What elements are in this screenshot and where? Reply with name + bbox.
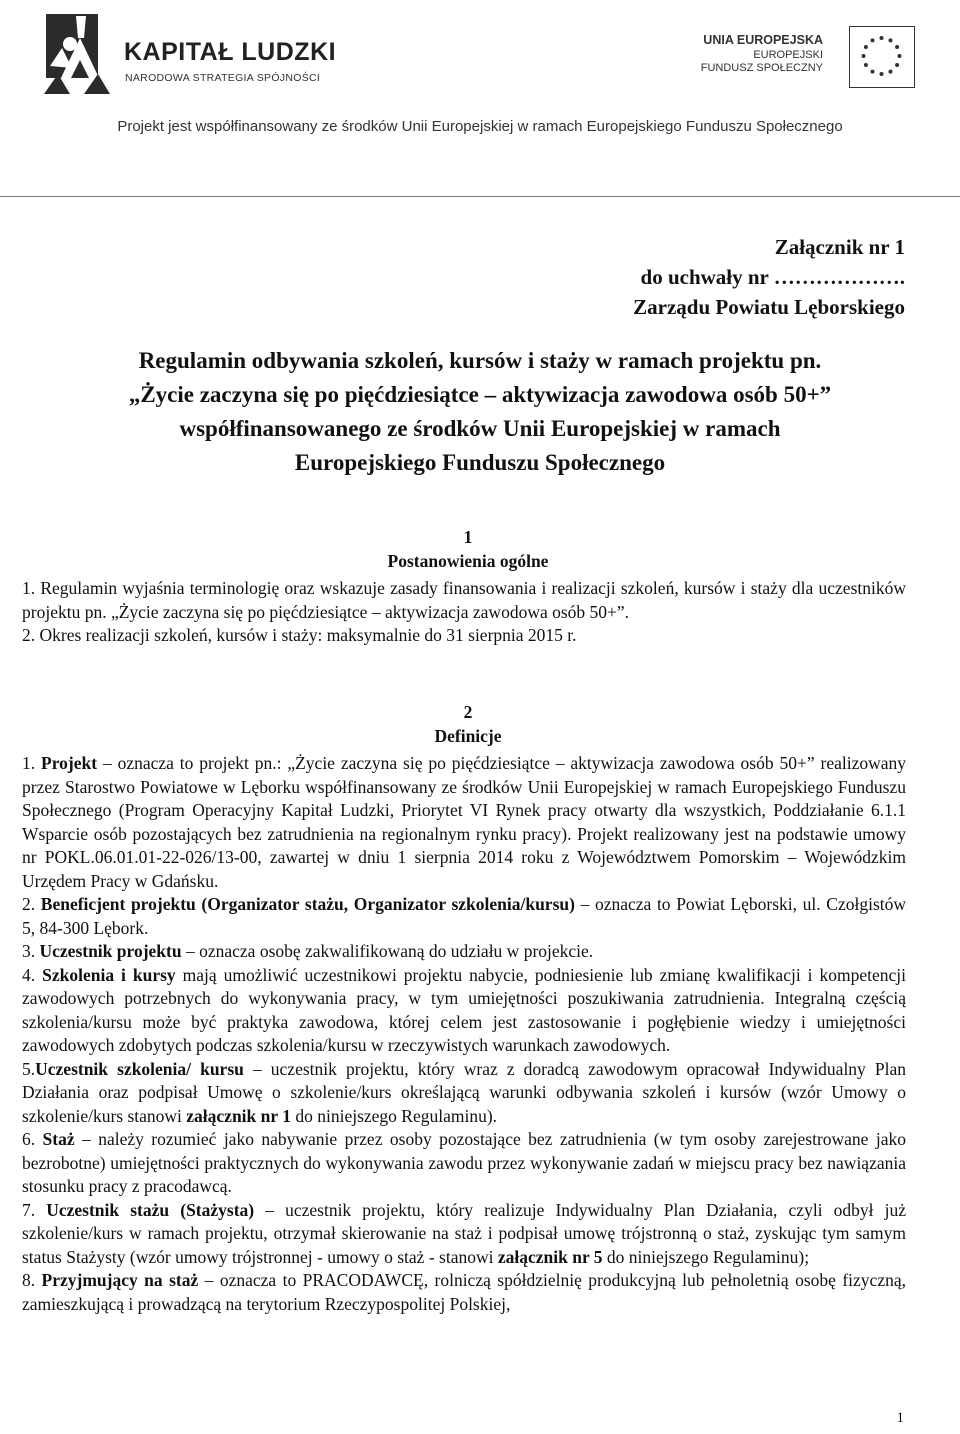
definition-1 [22, 752, 906, 893]
definition-2 [22, 893, 906, 940]
definition-3 [22, 940, 906, 964]
section-2-number: 2 [463, 702, 473, 722]
definition-2-number: 2. [22, 894, 36, 914]
definition-3-number: 3. [22, 941, 36, 961]
eu-logo-line3: FUNDUSZ SPOŁECZNY [700, 62, 823, 74]
definition-4 [22, 964, 906, 1058]
definition-5-text-a: – uczestnik projektu, który wraz z doradcą zawodowym opracował Indywidualny Plan Działania oraz podpisał Umowę o szkolenie/kurs określającą warunki odbywania szkoleń i kursów (wzór Umowy o szkolenie/kurs stanowi [22, 1058, 906, 1126]
definition-8-number: 8. [22, 1270, 36, 1290]
header-divider [0, 196, 960, 197]
definition-2-text: – oznacza to Powiat Lęborski, ul. Czołgistów 5, 84-300 Lębork. [22, 894, 906, 938]
section-1-title: Postanowienia ogólne [387, 551, 549, 571]
page-number: 1 [896, 1410, 904, 1426]
section-1-number: 1 [463, 527, 473, 547]
title-line2: „Życie zaczyna się po pięćdziesiątce – aktywizacja zawodowa osób 50+” [128, 382, 832, 407]
section-1-body [22, 577, 906, 648]
definition-6-term: Staż [42, 1129, 75, 1149]
definition-1-term: Projekt [41, 753, 98, 773]
annex-line2: do uchwały nr ………………. [640, 265, 905, 289]
definition-1-number: 1. [22, 753, 36, 773]
definition-7-text-b: do niniejszego Regulaminu); [602, 1246, 810, 1267]
definition-6-text: – należy rozumieć jako nabywanie przez osoby pozostające bez zatrudnienia (w tym osoby zarejestrowane jako bezrobotne) umiejętności praktycznych do wykonywania zawodu przez wykonywanie zadań w miejscu pracy bez nawiązania stosunku pracy z pracodawcą. [22, 1129, 906, 1196]
section-2-body [22, 752, 906, 1316]
kapital-ludzki-emblem-icon [40, 8, 120, 102]
eu-logo-line1: UNIA EUROPEJSKA [703, 33, 823, 47]
definition-5-text-b: do niniejszego Regulaminu). [290, 1105, 498, 1126]
definition-7-text-a: – uczestnik projektu, który realizuje Indywidualny Plan Działania, czyli odbył już szkolenie/kurs w ramach projektu, otrzymał skierowanie na staż i podpisał umowę trójstronną o staż, zyskując tym samym status Stażysty (wzór umowy trójstronnej - umowy o staż - stanowi [22, 1199, 906, 1267]
kapital-ludzki-title: KAPITAŁ LUDZKI [124, 38, 337, 66]
title-line3: współfinansowanego ze środków Unii Europejskiej w ramach [179, 416, 781, 441]
definition-7-term: Uczestnik stażu (Stażysta) [46, 1199, 255, 1220]
definition-5-annex-ref: załącznik nr 1 [186, 1105, 291, 1126]
annex-line1: Załącznik nr 1 [774, 235, 905, 259]
section-2-heading [0, 700, 936, 748]
definition-1-text: – oznacza to projekt pn.: „Życie zaczyna się po pięćdziesiątce – aktywizacja zawodowa osób 50+” realizowany przez Starostwo Powiatowe w Lęborku współfinansowany ze środków Unii Europejskiej w ramach Europejskiego Funduszu Społecznego (Program Operacyjny Kapitał Ludzki, Priorytet VI Rynek pracy otwarty dla wszystkich, Poddziałanie 6.1.1 Wsparcie osób pozostających bez zatrudnienia na regionalnym rynku pracy). Projekt realizowany jest na podstawie umowy nr POKL.06.01.01-22-026/13-00, zawartej w dniu 1 sierpnia 2014 roku z Województwem Pomorskim – Wojewódzkim Urzędem Pracy w Gdańsku. [22, 753, 906, 891]
document-header [0, 0, 960, 200]
eu-logo-line2: EUROPEJSKI [753, 49, 823, 61]
kapital-ludzki-subtitle: NARODOWA STRATEGIA SPÓJNOŚCI [125, 72, 321, 84]
eu-flag-icon [849, 26, 915, 88]
title-line1: Regulamin odbywania szkoleń, kursów i staży w ramach projektu pn. [138, 348, 822, 373]
definition-4-number: 4. [22, 964, 36, 985]
section-2-title: Definicje [434, 726, 502, 746]
definition-5 [22, 1058, 906, 1129]
section-1-paragraph-1: 1. Regulamin wyjaśnia terminologię oraz wskazuje zasady finansowania i realizacji szkoleń, kursów i staży dla uczestników projektu pn. „Życie zaczyna się po pięćdziesiątce – aktywizacja zawodowa osób 50+”. [22, 578, 906, 622]
definition-8-text: – oznacza to PRACODAWCĘ, rolniczą spółdzielnię produkcyjną lub pełnoletnią osobę fizyczną, zamieszkującą i prowadzącą na terytorium Rzeczypospolitej Polskiej, [22, 1270, 906, 1314]
definition-5-term: Uczestnik szkolenia/ kursu [35, 1058, 244, 1079]
annex-line3: Zarządu Powiatu Lęborskiego [633, 295, 905, 319]
definition-3-term: Uczestnik projektu [39, 941, 182, 961]
definition-5-number: 5. [22, 1058, 36, 1079]
definition-6-number: 6. [22, 1129, 36, 1149]
definition-4-term: Szkolenia i kursy [42, 964, 176, 985]
definition-4-text: mają umożliwić uczestnikowi projektu nabycie, podniesienie lub zmianę kwalifikacji i kompetencji zawodowych potrzebnych do wykonywania pracy, w tym umiejętności poszukiwania zatrudnienia. Integralną częścią szkolenia/kursu może być praktyka zawodowa, której celem jest zastosowanie i pogłębienie wiedzy i umiejętności zawodowych zdobytych podczas szkolenia/kursu w rzeczywistych warunkach zawodowych. [22, 964, 906, 1055]
definition-6 [22, 1128, 906, 1199]
section-1-heading [0, 525, 936, 573]
definition-7 [22, 1199, 906, 1270]
document-title [40, 344, 920, 480]
definition-2-term: Beneficjent projektu (Organizator stażu, Organizator szkolenia/kursu) [40, 894, 575, 914]
definition-8 [22, 1269, 906, 1316]
eu-logo [700, 26, 915, 88]
kapital-ludzki-logo [40, 8, 337, 102]
title-line4: Europejskiego Funduszu Społecznego [294, 450, 666, 475]
definition-3-text: – oznacza osobę zakwalifikowaną do udziału w projekcie. [181, 941, 594, 961]
definition-8-term: Przyjmujący na staż [41, 1270, 199, 1290]
section-1-paragraph-2: 2. Okres realizacji szkoleń, kursów i staży: maksymalnie do 31 sierpnia 2015 r. [22, 625, 577, 645]
cofinancing-note: Projekt jest współfinansowany ze środków Unii Europejskiej w ramach Europejskiego Funduszu Społecznego [117, 118, 843, 135]
eu-logo-text [701, 32, 823, 75]
definition-7-number: 7. [22, 1199, 36, 1220]
annex-reference [633, 232, 905, 322]
definition-7-annex-ref: załącznik nr 5 [497, 1246, 603, 1267]
